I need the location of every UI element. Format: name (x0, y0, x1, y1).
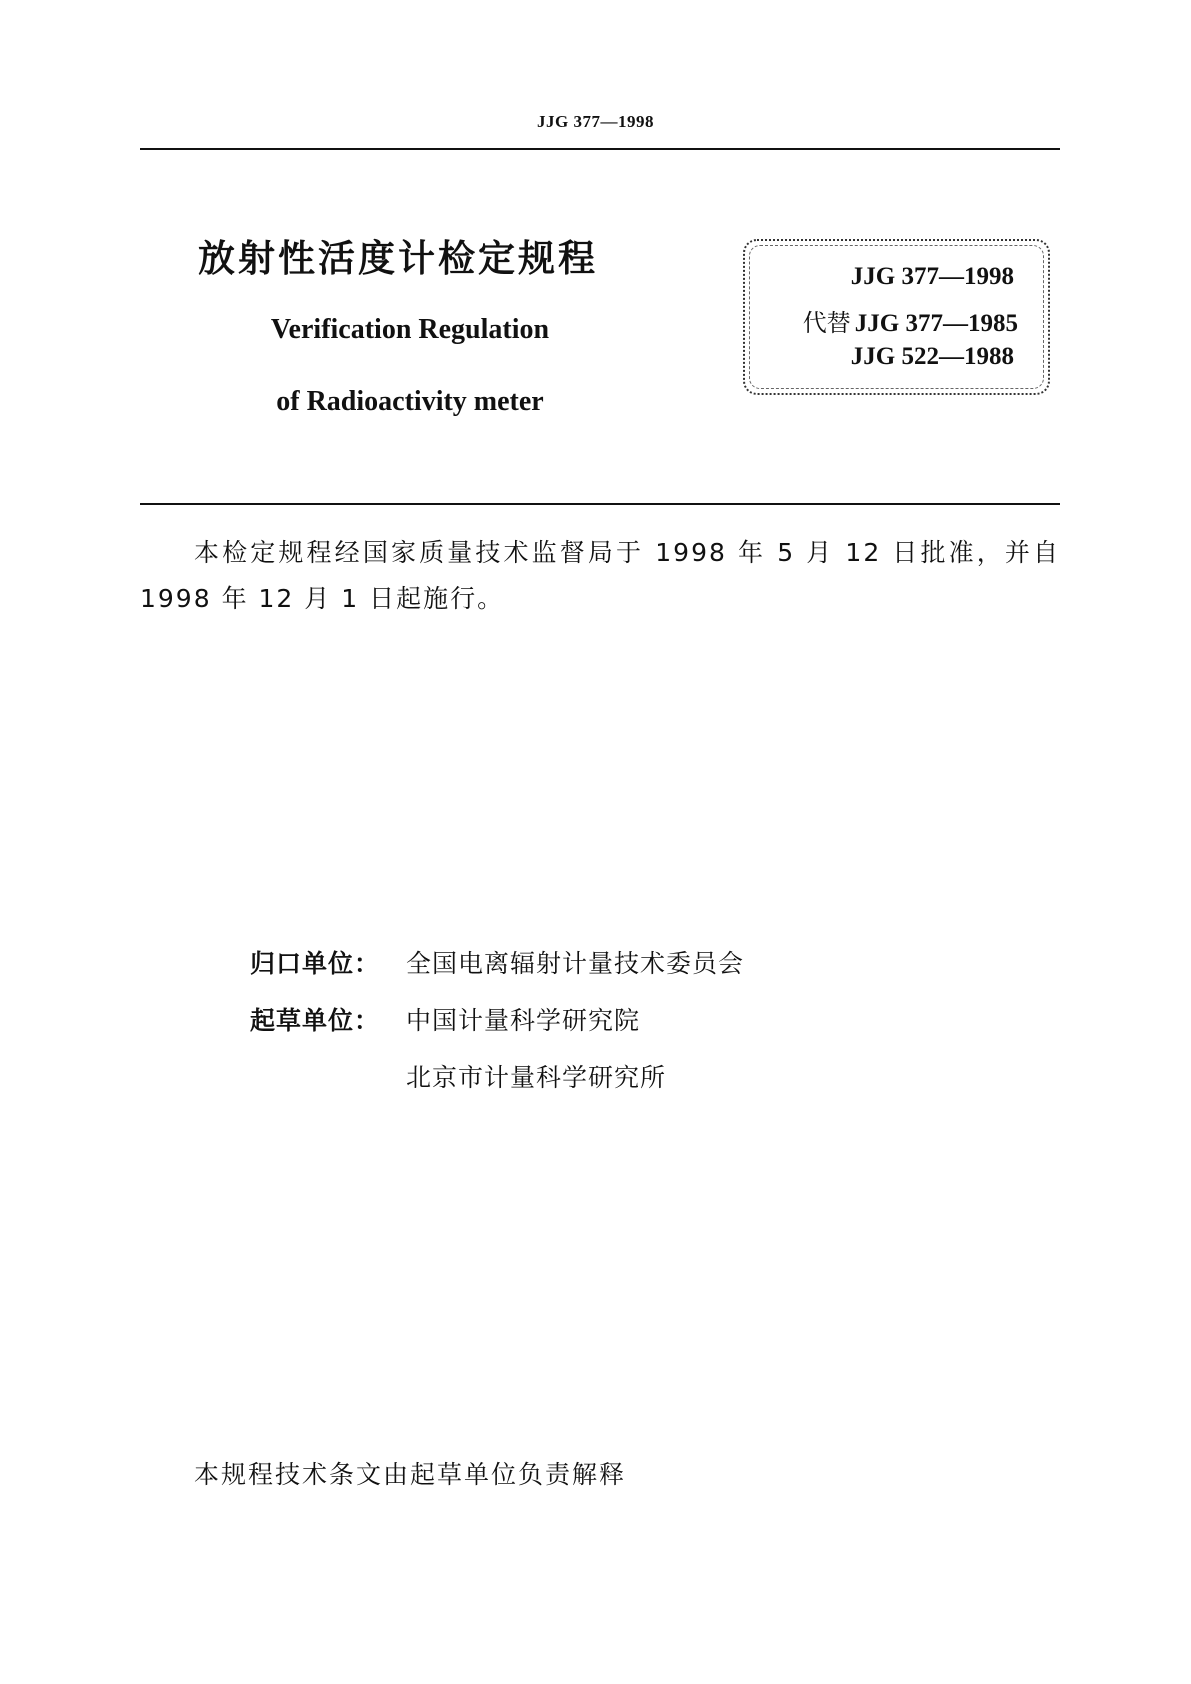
responsible-unit-row (250, 944, 744, 980)
code-line-replaced-2: JJG 522—1988 (850, 343, 1014, 370)
drafting-unit-value-2: 北京市计量科学研究所 (406, 1063, 667, 1092)
title-english-line2: of Radioactivity meter (276, 386, 544, 417)
code-line-replaces (803, 303, 1018, 338)
title-english-line1: Verification Regulation (270, 314, 550, 345)
interpretation-note: 本规程技术条文由起草单位负责解释 (194, 1460, 627, 1489)
replaced-code-1: JJG 377—1985 (854, 310, 1018, 337)
code-line-current: JJG 377—1998 (850, 263, 1014, 290)
responsible-unit-label: 归口单位： (250, 949, 381, 978)
header-rule (140, 148, 1060, 150)
standard-code-box (743, 239, 1050, 395)
drafting-unit-value-1: 中国计量科学研究院 (406, 1006, 641, 1035)
title-divider-rule (140, 503, 1060, 505)
replaces-prefix: 代替 (802, 309, 851, 337)
header-standard-code: JJG 377—1998 (537, 112, 654, 131)
approval-paragraph: 本检定规程经国家质量技术监督局于 1998 年 5 月 12 日批准，并自 1998 年 12 月 1 日起施行。 (140, 538, 1060, 613)
drafting-unit-row (250, 1001, 640, 1037)
responsible-unit-value: 全国电离辐射计量技术委员会 (406, 949, 745, 978)
drafting-unit-label: 起草单位： (250, 1006, 381, 1035)
title-chinese: 放射性活度计检定规程 (198, 237, 598, 280)
drafting-unit-row-2 (250, 1058, 666, 1094)
